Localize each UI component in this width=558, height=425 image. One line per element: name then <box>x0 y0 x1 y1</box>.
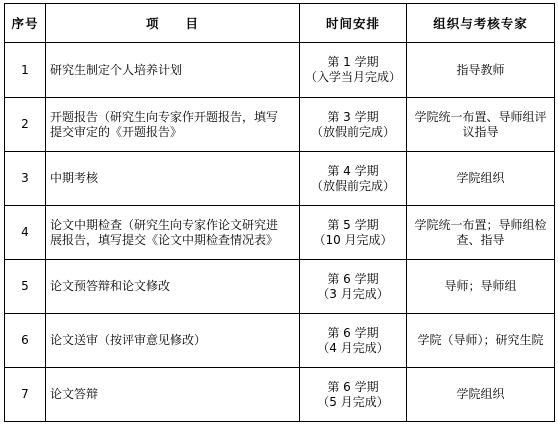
cell-time-line: （4 月完成） <box>317 340 389 355</box>
cell-org <box>407 260 555 314</box>
cell-org <box>407 314 555 368</box>
cell-org-line: 学院统一布置、导师组评 <box>414 109 547 124</box>
cell-time-line: （放假前完成） <box>310 124 395 139</box>
cell-org <box>407 152 555 206</box>
cell-no: 6 <box>5 314 46 368</box>
cell-item-line: 展报告，填写提交《论文中期检查情况表》 <box>50 232 279 247</box>
table-row <box>5 206 555 260</box>
cell-org-line: 学院组织 <box>456 387 505 401</box>
cell-time-line: 第 3 学期 <box>327 109 379 124</box>
cell-item <box>46 368 300 422</box>
cell-no: 2 <box>5 98 46 152</box>
cell-item-line: 提交审定的《开题报告》 <box>50 124 183 139</box>
cell-time-line: （3 月完成） <box>317 286 389 301</box>
header-time: 时间安排 <box>300 4 407 43</box>
cell-org-line: 导师；导师组 <box>444 279 517 293</box>
cell-org-line: 学院组织 <box>456 171 505 185</box>
cell-item <box>46 98 300 152</box>
table-row <box>5 43 555 98</box>
cell-no: 3 <box>5 152 46 206</box>
cell-time <box>300 43 407 98</box>
cell-time <box>300 152 407 206</box>
cell-time-line: 第 4 学期 <box>327 163 379 178</box>
header-item-char-1: 项 <box>145 15 160 31</box>
cell-org-line: 学院统一布置；导师组检 <box>414 217 547 232</box>
cell-item-line: 论文预答辩和论文修改 <box>50 279 171 293</box>
cell-no: 7 <box>5 368 46 422</box>
cell-no: 4 <box>5 206 46 260</box>
table-row <box>5 152 555 206</box>
cell-time-line: （入学当月完成） <box>304 70 401 84</box>
header-item <box>46 4 300 43</box>
cell-org <box>407 206 555 260</box>
table-row <box>5 98 555 152</box>
header-no: 序号 <box>5 4 46 43</box>
cell-time-line: （5 月完成） <box>317 394 389 409</box>
table-header-row <box>5 4 555 43</box>
header-item-char-2: 目 <box>185 15 200 31</box>
cell-no: 5 <box>5 260 46 314</box>
cell-org-line: 指导教师 <box>456 62 505 77</box>
cell-item <box>46 206 300 260</box>
cell-item <box>46 152 300 206</box>
cell-item-line: 研究生制定个人培养计划 <box>50 62 183 77</box>
cell-item <box>46 314 300 368</box>
cell-item <box>46 260 300 314</box>
cell-time <box>300 314 407 368</box>
header-org: 组织与考核专家 <box>407 4 555 43</box>
schedule-table <box>4 3 555 422</box>
cell-org-line: 查、指导 <box>456 232 505 247</box>
schedule-table-container <box>4 3 555 422</box>
cell-time-line: 第 6 学期 <box>327 379 379 394</box>
cell-org <box>407 98 555 152</box>
cell-org-line: 学院（导师）；研究生院 <box>417 333 544 347</box>
cell-time-line: 第 6 学期 <box>327 325 379 340</box>
cell-org <box>407 43 555 98</box>
cell-no: 1 <box>5 43 46 98</box>
cell-item <box>46 43 300 98</box>
cell-time <box>300 260 407 314</box>
cell-item-line: 论文中期检查（研究生向专家作论文研究进 <box>50 217 279 232</box>
cell-org-line: 议指导 <box>462 124 499 139</box>
cell-time-line: （10 月完成） <box>313 232 393 247</box>
table-row <box>5 314 555 368</box>
cell-time <box>300 368 407 422</box>
table-row <box>5 368 555 422</box>
cell-item-line: 中期考核 <box>50 171 99 185</box>
cell-time <box>300 206 407 260</box>
cell-item-line: 论文送审（按评审意见修改） <box>50 333 207 347</box>
cell-item-line: 论文答辩 <box>50 387 99 401</box>
cell-time <box>300 98 407 152</box>
table-row <box>5 260 555 314</box>
cell-time-line: （放假前完成） <box>310 178 395 193</box>
cell-time-line: 第 6 学期 <box>327 271 379 286</box>
cell-time-line: 第 5 学期 <box>327 217 379 232</box>
cell-item-line: 开题报告（研究生向专家作开题报告，填写 <box>50 109 279 124</box>
cell-org <box>407 368 555 422</box>
cell-time-line: 第 1 学期 <box>327 55 379 69</box>
